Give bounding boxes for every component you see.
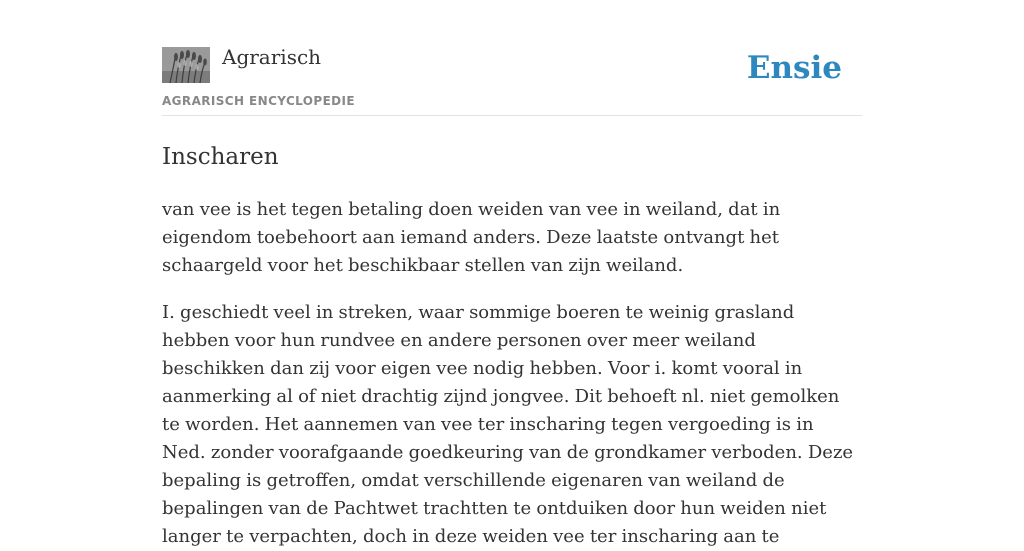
article-title: Inscharen <box>162 144 279 170</box>
wheat-ears-logo-icon[interactable] <box>162 47 210 83</box>
source-title[interactable]: Agrarisch <box>222 45 322 69</box>
source-subtitle: AGRARISCH ENCYCLOPEDIE <box>162 94 355 108</box>
brand-logo[interactable]: Ensie <box>746 50 842 86</box>
article-paragraph: I. geschiedt veel in streken, waar sommige boeren te weinig grasland hebben voor hun rundvee en andere personen over meer weiland beschikken dan zij voor eigen vee nodig hebben. Voor i. komt vooral in aanmerking al of niet drachtig zijnd jongvee. Dit behoeft nl. niet gemolken te worden. Het aannemen van vee ter inscharing tegen vergoeding is in Ned. zonder voorafgaande goedkeuring van de grondkamer verboden. Deze bepaling is getroffen, omdat verschillende eigenaren van weiland de bepalingen van de Pachtwet trachtten te ontduiken door hun weiden niet langer te verpachten, doch in deze weiden vee ter inscharing aan te <box>162 302 854 547</box>
source-header <box>162 0 862 116</box>
article-container <box>162 0 862 551</box>
article-paragraph: van vee is het tegen betaling doen weiden van vee in weiland, dat in eigendom toebehoort aan iemand anders. Deze laatste ontvangt het schaargeld voor het beschikbaar stellen van zijn weiland. <box>162 199 781 276</box>
